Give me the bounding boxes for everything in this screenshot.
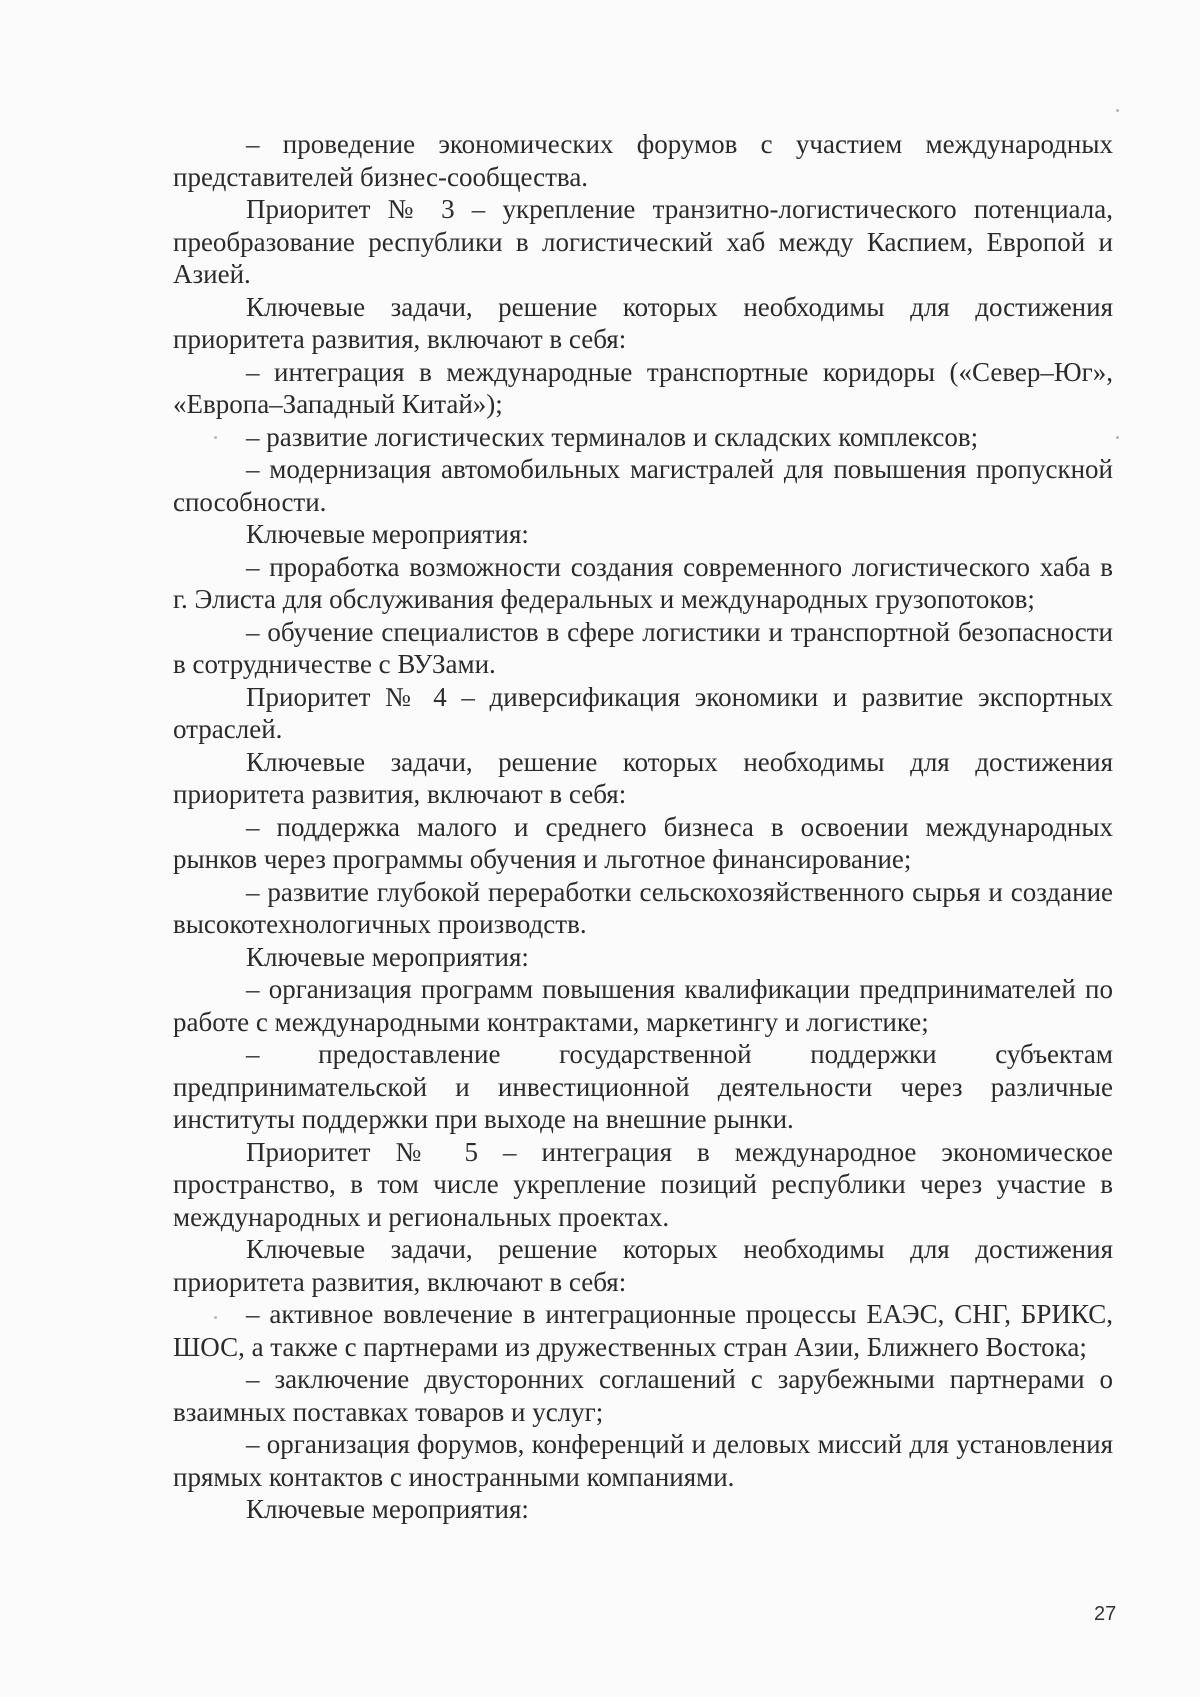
paragraph-logistics-terminals-item: – развитие логистических терминалов и складских комплексов; — [246, 421, 979, 452]
paragraph-key-measures-heading: Ключевые мероприятия: — [246, 519, 529, 549]
paragraph-key-tasks-heading: Ключевые задачи, решение которых необходимы для достижения приоритета развития, включают в себя: — [173, 1234, 1113, 1297]
paragraph-key-tasks-heading: Ключевые задачи, решение которых необходимы для достижения приоритета развития, включают в себя: — [173, 291, 1113, 354]
paragraph-priority-5: Приоритет № 5 – интеграция в международное экономическое пространство, в том числе укрепление позиций республики через участие в международных и региональных проектах. — [173, 1136, 1113, 1232]
paragraph-training-item: – обучение специалистов в сфере логистики и транспортной безопасности в сотрудничестве с ВУЗами. — [173, 616, 1113, 679]
paragraph-priority-3: Приоритет № 3 – укрепление транзитно-логистического потенциала, преобразование республики в логистический хаб между Каспием, Европой и Азией. — [173, 194, 1113, 289]
paragraph-key-tasks-heading: Ключевые задачи, решение которых необходимы для достижения приоритета развития, включают в себя: — [173, 746, 1113, 809]
scan-speck — [1116, 436, 1119, 439]
paragraph-forums-missions-item: – организация форумов, конференций и деловых миссий для установления прямых контактов с иностранными компаниями. — [173, 1429, 1113, 1492]
scan-speck — [214, 1316, 217, 1319]
paragraph-bilateral-agreements-item: – заключение двусторонних соглашений с зарубежными партнерами о взаимных поставках товаров и услуг; — [173, 1364, 1113, 1427]
paragraph-key-measures-heading: Ключевые мероприятия: — [246, 941, 529, 972]
paragraph-qualification-item: – организация программ повышения квалификации предпринимателей по работе с международными контрактами, маркетингу и логистике; — [173, 974, 1113, 1037]
scan-speck — [214, 436, 217, 439]
paragraph-processing-item: – развитие глубокой переработки сельскохозяйственного сырья и создание высокотехнологичных производств. — [173, 876, 1113, 939]
paragraph-transport-corridors-item: – интеграция в международные транспортные коридоры («Север–Юг», «Европа–Западный Китай»); — [173, 356, 1113, 419]
document-body — [173, 128, 1113, 1526]
paragraph-logistics-hub-item: – проработка возможности создания современного логистического хаба в г. Элиста для обслуживания федеральных и международных грузопотоков; — [173, 551, 1113, 614]
paragraph-highways-item: – модернизация автомобильных магистралей для повышения пропускной способности. — [173, 454, 1113, 517]
paragraph-sme-support-item: – поддержка малого и среднего бизнеса в освоении международных рынков через программы обучения и льготное финансирование; — [173, 811, 1113, 874]
paragraph-integration-item: – активное вовлечение в интеграционные процессы ЕАЭС, СНГ, БРИКС, ШОС, а также с партнерами из дружественных стран Азии, Ближнего Востока; — [173, 1299, 1113, 1362]
paragraph-priority-4: Приоритет № 4 – диверсификация экономики и развитие экспортных отраслей. — [173, 681, 1113, 744]
paragraph-key-measures-heading: Ключевые мероприятия: — [246, 1494, 529, 1524]
paragraph-state-support-item: – предоставление государственной поддержки субъектам предпринимательской и инвестиционной деятельности через различные институты поддержки при выходе на внешние рынки. — [173, 1039, 1113, 1134]
page-number: 27 — [1094, 1603, 1117, 1625]
paragraph-forums-item: – проведение экономических форумов с участием международных представителей бизнес-сообщества. — [173, 129, 1113, 192]
scan-speck — [1116, 109, 1119, 112]
